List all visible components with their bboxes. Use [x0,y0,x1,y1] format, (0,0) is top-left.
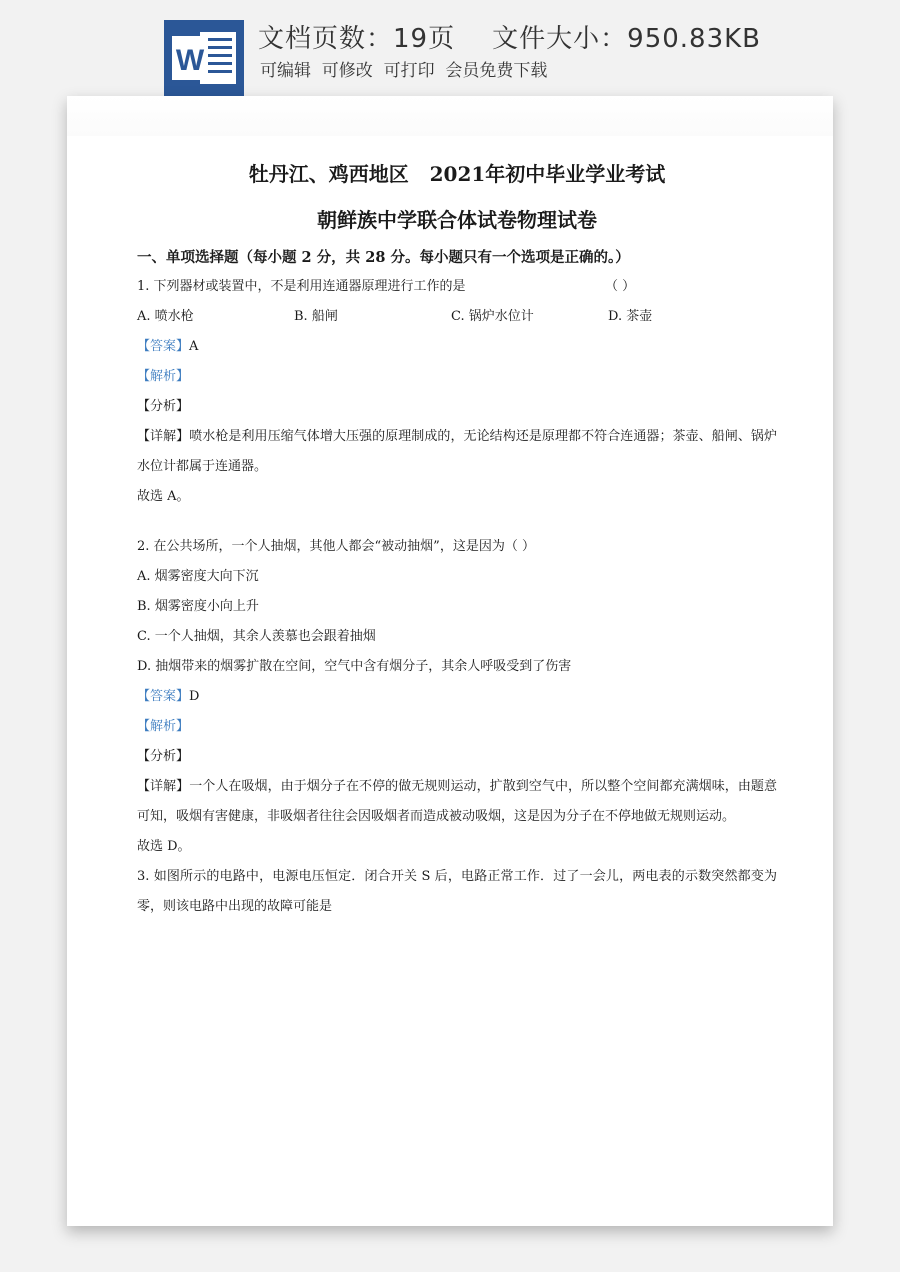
conclusion: 故选 D。 [137,839,191,854]
answer-value: A [189,339,199,354]
answer-line [137,332,777,362]
feature-list: 可编辑 可修改 可打印 会员免费下载 [260,61,548,81]
word-icon-letter: W [175,44,205,77]
file-size: 文件大小：950.83KB [492,24,762,54]
analysis-heading: 【分析】 [137,399,190,414]
question-3-stem: 3. 如图所示的电路中，电源电压恒定．闭合开关 S 后，电路正常工作．过了一会儿，两电表的示数突然都变为零，则该电路中出现的故障可能是 [137,869,777,914]
answer-tag: 【答案】 [137,689,190,704]
option-b: B. 烟雾密度小向上升 [137,599,259,614]
question-1-text: 1. 下列器材或装置中，不是利用连通器原理进行工作的是 [137,279,466,294]
detail-tag: 【详解】 [137,429,190,444]
answer-line [137,682,777,712]
detail-text: 喷水枪是利用压缩气体增大压强的原理制成的，无论结构还是原理都不符合连通器；茶壶、船闸、锅炉水位计都属于连通器。 [137,429,777,474]
answer-value: D [189,689,200,704]
page-count: 文档页数：19页 [258,24,456,54]
word-document-icon [164,20,244,96]
document-content [137,156,777,922]
option-a: A. 喷水枪 [137,309,194,324]
option-c: C. 一个人抽烟，其余人羡慕也会跟着抽烟 [137,629,376,644]
file-info [258,18,761,55]
detail-paragraph [137,422,777,482]
answer-tag: 【答案】 [137,339,190,354]
option-b: B. 船闸 [294,309,338,324]
document-title-line2: 朝鲜族中学联合体试卷物理试卷 [317,208,597,232]
analysis-tag: 【解析】 [137,719,190,734]
question-2-stem: 2. 在公共场所，一个人抽烟，其他人都会“被动抽烟”，这是因为（ ） [137,539,535,554]
detail-paragraph [137,772,777,832]
detail-tag: 【详解】 [137,779,190,794]
option-d: D. 抽烟带来的烟雾扩散在空间，空气中含有烟分子，其余人呼吸受到了伤害 [137,659,572,674]
detail-text: 一个人在吸烟，由于烟分子在不停的做无规则运动，扩散到空气中，所以整个空间都充满烟味，由题意可知，吸烟有害健康，非吸烟者往往会因吸烟者而造成被动吸烟，这是因为分子在不停地做无规则运动。 [137,779,777,824]
banner [0,0,900,96]
option-c: C. 锅炉水位计 [451,309,534,324]
option-a: A. 烟雾密度大向下沉 [137,569,259,584]
analysis-heading: 【分析】 [137,749,190,764]
option-d: D. 茶壶 [608,309,653,324]
analysis-tag: 【解析】 [137,369,190,384]
conclusion: 故选 A。 [137,489,190,504]
section-heading: 一、单项选择题（每小题 2 分，共 28 分。每小题只有一个选项是正确的。） [137,249,630,266]
page-top-edge [67,96,833,136]
question-1-stem [137,272,777,302]
question-1-options [137,302,777,332]
document-title-line1: 牡丹江、鸡西地区 2021年初中毕业学业考试 [248,162,666,186]
answer-blank: （ ） [605,279,636,294]
